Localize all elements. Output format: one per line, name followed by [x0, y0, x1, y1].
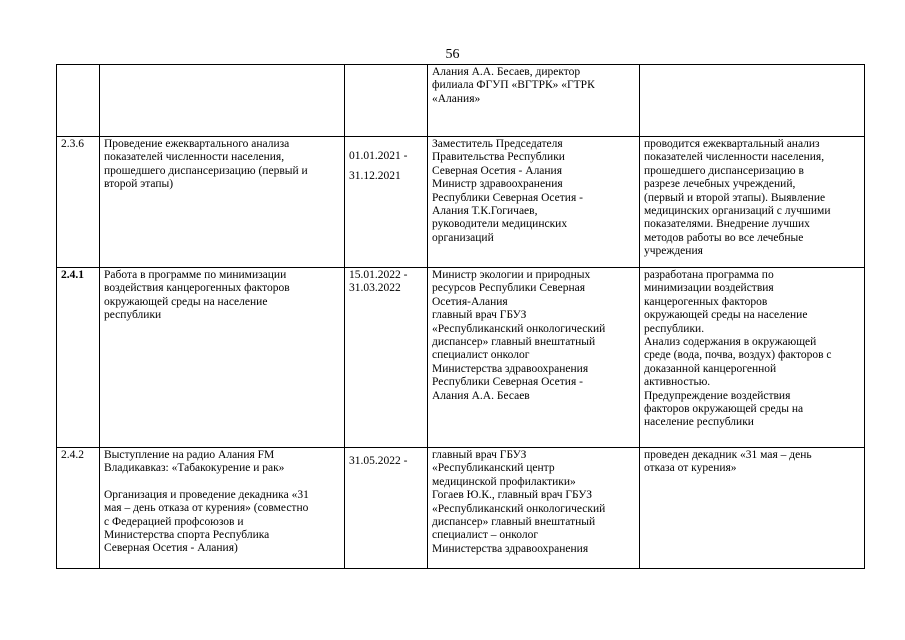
result-cell [640, 268, 865, 448]
text-line: воздействия канцерогенных факторов [104, 282, 290, 295]
text-line: Алания Т.К.Гогичаев, [432, 205, 538, 218]
text-line: прошедшего диспансеризацию (первый и [104, 164, 308, 177]
text-line: канцерогенных факторов [644, 295, 768, 308]
event-cell [100, 448, 345, 569]
text-line: Северная Осетия - Алания) [104, 542, 238, 555]
text-line: разрезе лечебных учреждений, [644, 178, 796, 191]
text-line: Организация и проведение декадника «31 [104, 488, 309, 501]
item-number-cell: 2.3.6 [57, 137, 100, 268]
text-line: разработана программа по [644, 269, 774, 281]
text-line: активностью. [644, 376, 711, 389]
text-line: доказанной канцерогенной [644, 362, 777, 375]
text-line: республики. [644, 322, 705, 335]
text-line: Министерства здравоохранения [432, 362, 589, 375]
text-line: Проведение ежеквартального анализа [104, 138, 290, 150]
text-line: мая – день отказа от курения» (совместно [104, 502, 309, 515]
text-line: с Федерацией профсоюзов и [104, 515, 244, 528]
text-line: Предупреждение воздействия [644, 389, 791, 402]
text-line: Выступление на радио Алания FM [104, 449, 275, 461]
result-cell [640, 448, 865, 569]
text-line: среде (вода, почва, воздух) факторов с [644, 349, 832, 362]
text-line: «Алания» [432, 92, 481, 105]
plan-table [56, 64, 865, 569]
text-line: специалист – онколог [432, 529, 539, 542]
text-line: Владикавказ: «Табакокурение и рак» [104, 462, 285, 475]
text-line: Министерства спорта Республика [104, 529, 270, 542]
text-line: Министр экологии и природных [432, 269, 591, 281]
text-line: Министерства здравоохранения [432, 542, 589, 555]
text-line: «Республиканский онкологический [432, 322, 606, 335]
text-line: главный врач ГБУЗ [432, 449, 527, 461]
text-line: минимизации воздействия [644, 282, 774, 295]
text-line: показателями. Внедрение лучших [644, 218, 810, 231]
text-line: руководители медицинских [432, 218, 568, 231]
text-line: методов работы во все лечебные [644, 231, 804, 244]
text-line: 31.12.2021 [349, 170, 401, 183]
text-line: 15.01.2022 - [349, 269, 408, 281]
responsible-cell [428, 448, 640, 569]
text-line: Правительства Республики [432, 151, 565, 164]
text-line: население республики [644, 416, 754, 429]
date-cell [345, 65, 428, 137]
text-line: учреждения [644, 245, 703, 258]
text-line: 31.03.2022 [349, 282, 401, 295]
table-row [57, 65, 865, 137]
text-line: прошедшего диспансеризацию в [644, 164, 804, 177]
responsible-cell [428, 268, 640, 448]
text-line: филиала ФГУП «ВГТРК» «ГТРК [432, 79, 595, 92]
responsible-cell [428, 137, 640, 268]
text-line: Алания А.А. Бесаев, директор [432, 66, 581, 78]
table-row [57, 448, 865, 569]
text-line: главный врач ГБУЗ [432, 309, 527, 322]
text-line: 31.05.2022 - [349, 455, 408, 467]
text-line: Министр здравоохранения [432, 178, 563, 191]
text-line: медицинских организаций с лучшими [644, 205, 831, 218]
text-line: проводится ежеквартальный анализ [644, 138, 820, 150]
text-line: медицинской профилактики» [432, 475, 576, 488]
text-line: Работа в программе по минимизации [104, 269, 287, 281]
date-cell [345, 268, 428, 448]
text-line: Анализ содержания в окружающей [644, 336, 817, 349]
text-line: «Республиканский онкологический [432, 502, 606, 515]
paragraph-gap [104, 476, 340, 489]
table-row [57, 268, 865, 448]
text-line: диспансер» главный внештатный [432, 516, 596, 529]
event-cell [100, 65, 345, 137]
text-line: ресурсов Республики Северная [432, 282, 585, 295]
table-row [57, 137, 865, 268]
text-line: организаций [432, 231, 494, 244]
text-line: окружающей среды на население [644, 309, 808, 322]
event-cell [100, 268, 345, 448]
text-line: республики [104, 309, 162, 322]
text-line: показателей численности населения, [104, 151, 285, 164]
date-cell [345, 448, 428, 569]
text-line: отказа от курения» [644, 462, 737, 475]
text-line: проведен декадник «31 мая – день [644, 449, 812, 461]
text-line: «Республиканский центр [432, 462, 555, 475]
text-line: Республики Северная Осетия - [432, 376, 583, 389]
page-number: 56 [445, 47, 460, 62]
text-line: факторов окружающей среды на [644, 403, 804, 416]
result-cell [640, 65, 865, 137]
text-line: Заместитель Председателя [432, 138, 563, 150]
event-cell [100, 137, 345, 268]
text-line: 01.01.2021 - [349, 150, 408, 162]
text-line: окружающей среды на население [104, 295, 268, 308]
text-line: диспансер» главный внештатный [432, 336, 596, 349]
text-line: Алания А.А. Бесаев [432, 389, 530, 402]
text-line: Осетия-Алания [432, 295, 508, 308]
item-number-cell [57, 65, 100, 137]
result-cell [640, 137, 865, 268]
item-number-cell: 2.4.1 [57, 268, 100, 448]
text-line: специалист онколог [432, 349, 530, 362]
text-line: Северная Осетия - Алания [432, 164, 563, 177]
date-cell [345, 137, 428, 268]
text-line: показателей численности населения, [644, 151, 825, 164]
text-line: Гогаев Ю.К., главный врач ГБУЗ [432, 489, 593, 502]
text-line: Республики Северная Осетия - [432, 191, 583, 204]
text-line: (первый и второй этапы). Выявление [644, 191, 826, 204]
item-number-cell: 2.4.2 [57, 448, 100, 569]
responsible-cell [428, 65, 640, 137]
text-line: второй этапы) [104, 178, 174, 191]
